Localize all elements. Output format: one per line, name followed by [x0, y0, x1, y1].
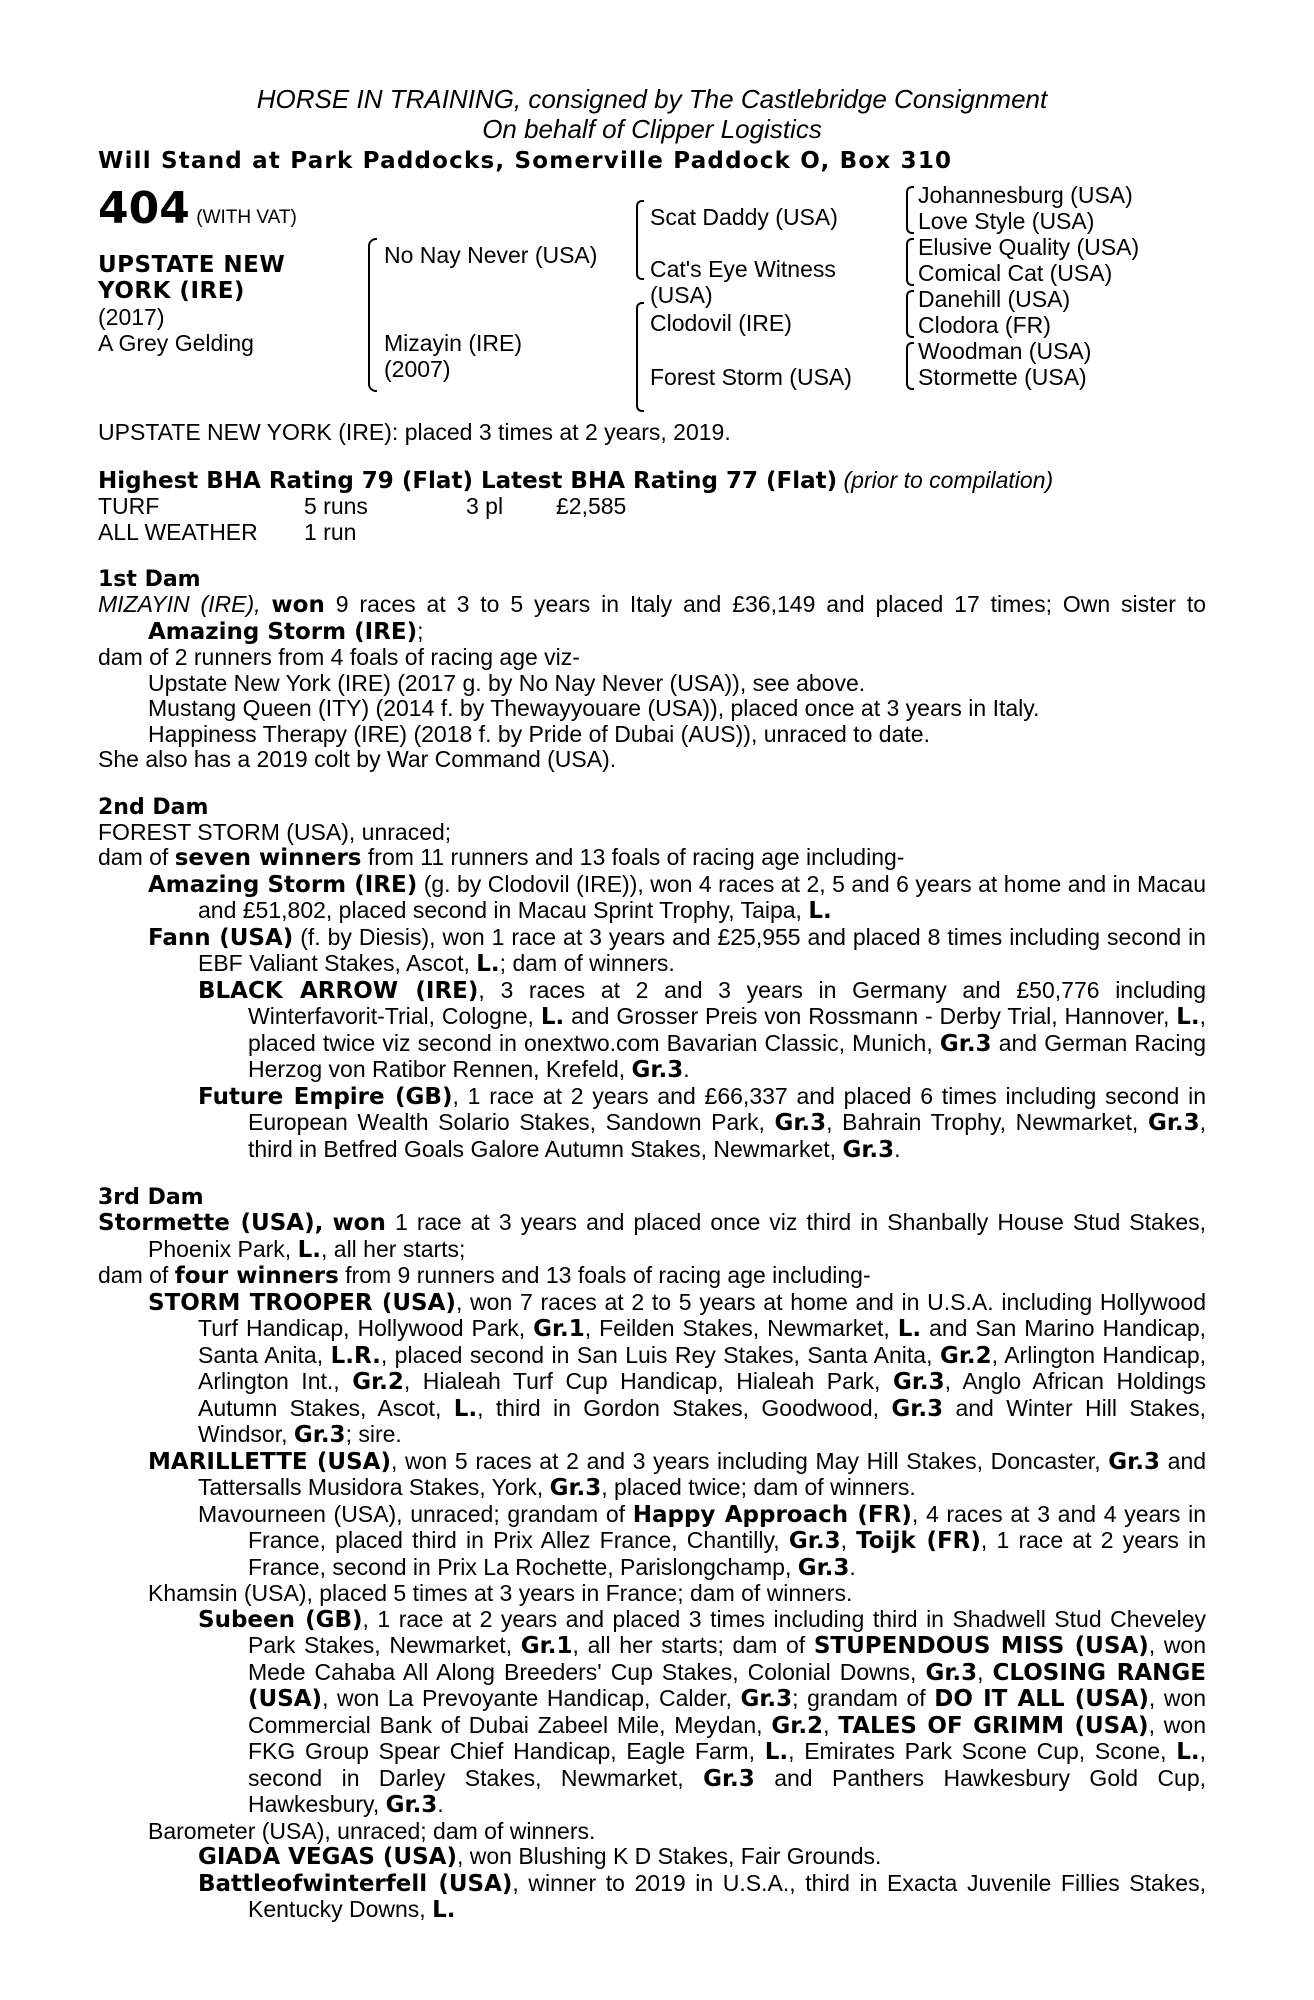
third-dam-heading: 3rd Dam	[98, 1185, 204, 1210]
dam-line1: Mizayin (IRE)	[384, 330, 523, 356]
second-dam-record: FOREST STORM (USA), unraced;	[98, 818, 452, 845]
first-dam-heading: 1st Dam	[98, 567, 201, 592]
produce-entry: Amazing Storm (IRE) (g. by Clodovil (IRE)), won 4 races at 2, 5 and 6 years at home and in Macau and £51,802, placed second in Macau Sprint Trophy, Taipa, L.	[148, 870, 1206, 924]
produce-entry: STORM TROOPER (USA), won 7 races at 2 to 5 years at home and in U.S.A. including Hollywood Turf Handicap, Hollywood Park, Gr.1, Feilden Stakes, Newmarket, L. and San Marino Handicap, Santa Anita, L.R., placed second in San Luis Rey Stakes, Santa Anita, Gr.2, Arlington Handicap, Arlington Int., Gr.2, Hialeah Turf Cup Handicap, Hialeah Park, Gr.3, Anglo African Holdings Autumn Stakes, Ascot, L., third in Gordon Stakes, Goodwood, Gr.3 and Winter Hill Stakes, Windsor, Gr.3; sire.	[148, 1288, 1207, 1448]
aw-runs: 1 run	[304, 518, 357, 545]
bracket-g4	[906, 342, 914, 390]
produce-entry: MARILLETTE (USA), won 5 races at 2 and 3 years including May Hill Stakes, Doncaster, Gr.3 and Tattersalls Musidora Stakes, York, Gr.3, placed twice; dam of winners.	[148, 1447, 1207, 1501]
sire-dam-line2: (USA)	[650, 282, 713, 308]
aw-label: ALL WEATHER	[98, 518, 258, 545]
consignor-line: HORSE IN TRAINING, consigned by The Castlebridge Consignment	[256, 84, 1048, 114]
produce-item: Happiness Therapy (IRE) (2018 f. by Pride of Dubai (AUS)), unraced to date.	[148, 720, 930, 747]
first-dam-produce-intro: dam of 2 runners from 4 foals of racing age viz-	[98, 644, 580, 670]
produce-entry: GIADA VEGAS (USA), won Blushing K D Stakes, Fair Grounds.	[198, 1843, 882, 1870]
produce-entry: Battleofwinterfell (USA), winner to 2019 in U.S.A., third in Exacta Juvenile Fillies Stakes, Kentucky Downs, L.	[198, 1869, 1206, 1923]
location-line: Will Stand at Park Paddocks, Somerville Paddock O, Box 310	[98, 148, 953, 174]
produce-item: Mustang Queen (ITY) (2014 f. by Thewayyouare (USA)), placed once at 3 years in Italy.	[148, 695, 1040, 721]
race-summary: UPSTATE NEW YORK (IRE): placed 3 times at 2 years, 2019.	[98, 419, 731, 445]
catalogue-page	[98, 84, 1206, 1924]
rating-note: (prior to compilation)	[843, 466, 1054, 493]
vat-note: (WITH VAT)	[196, 207, 297, 228]
bracket-g1	[906, 186, 914, 234]
sire-sire: Scat Daddy (USA)	[650, 204, 838, 230]
sire-parents-bracket	[636, 200, 644, 280]
granddam-1: Love Style (USA)	[918, 208, 1095, 234]
dam-dam: Forest Storm (USA)	[650, 364, 852, 390]
behalf-line: On behalf of Clipper Logistics	[482, 114, 822, 144]
dam-parents-bracket	[636, 302, 644, 412]
turf-amount: £2,585	[556, 493, 627, 519]
horse-name-line1: UPSTATE NEW	[98, 252, 286, 278]
rating-values: Highest BHA Rating 79 (Flat) Latest BHA Rating 77 (Flat)	[98, 467, 838, 494]
produce-entry: Khamsin (USA), placed 5 times at 3 years in France; dam of winners.	[148, 1580, 853, 1606]
produce-entry: Subeen (GB), 1 race at 2 years and placed 3 times including third in Shadwell Stud Cheveley Park Stakes, Newmarket, Gr.1, all her starts; dam of STUPENDOUS MISS (USA), won Mede Cahaba All Along Breeders' Cup Stakes, Colonial Downs, Gr.3, CLOSING RANGE (USA), won La Prevoyante Handicap, Calder, Gr.3; grandam of DO IT ALL (USA), won Commercial Bank of Dubai Zabeel Mile, Meydan, Gr.2, TALES OF GRIMM (USA), won FKG Group Spear Chief Handicap, Eagle Farm, L., Emirates Park Scone Cup, Scone, L., second in Darley Stakes, Newmarket, Gr.3 and Panthers Hawkesbury Gold Cup, Hawkesbury, Gr.3.	[198, 1605, 1207, 1818]
produce-entry: Future Empire (GB), 1 race at 2 years and £66,337 and placed 6 times including second in European Wealth Solario Stakes, Sandown Park, Gr.3, Bahrain Trophy, Newmarket, Gr.3, third in Betfred Goals Galore Autumn Stakes, Newmarket, Gr.3.	[198, 1082, 1207, 1163]
dam-line2: (2007)	[384, 356, 451, 382]
sire-dam-line1: Cat's Eye Witness	[650, 256, 836, 282]
pedigree-block	[98, 182, 1206, 412]
turf-runs: 5 runs	[304, 493, 368, 519]
produce-item: Upstate New York (IRE) (2017 g. by No Nay Never (USA)), see above.	[148, 669, 866, 696]
produce-entry: Barometer (USA), unraced; dam of winners.	[148, 1817, 596, 1844]
produce-entry: BLACK ARROW (IRE), 3 races at 2 and 3 years in Germany and £50,776 including Winterfavorit-Trial, Cologne, L. and Grosser Preis von Rossmann - Derby Trial, Hannover, L., placed twice viz second in onextwo.com Bavarian Classic, Munich, Gr.3 and German Racing Herzog von Ratibor Rennen, Krefeld, Gr.3.	[198, 976, 1207, 1083]
second-dam-heading: 2nd Dam	[98, 794, 209, 820]
produce-entry: Fann (USA) (f. by Diesis), won 1 race at 3 years and £25,955 and placed 8 times including second in EBF Valiant Stakes, Ascot, L.; dam of winners.	[148, 923, 1206, 977]
grandsire-2: Elusive Quality (USA)	[918, 234, 1140, 260]
horse-description: A Grey Gelding	[98, 330, 254, 356]
first-dam-record: MIZAYIN (IRE), won 9 races at 3 to 5 years in Italy and £36,149 and placed 17 times; Own sister to Amazing Storm (IRE);	[98, 591, 1207, 645]
produce-note: She also has a 2019 colt by War Command (USA).	[98, 746, 617, 772]
turf-placed: 3 pl	[466, 493, 504, 519]
bracket-g3	[906, 290, 914, 338]
grandsire-3: Danehill (USA)	[918, 286, 1071, 312]
turf-record	[98, 494, 1206, 520]
third-dam-record: Stormette (USA), won 1 race at 3 years and placed once viz third in Shanbally House Stud Stakes, Phoenix Park, L., all her starts;	[98, 1209, 1207, 1263]
rating-line	[98, 468, 1206, 495]
granddam-2: Comical Cat (USA)	[918, 260, 1113, 286]
bracket-g2	[906, 238, 914, 286]
foaling-year: (2017)	[98, 304, 165, 330]
granddam-4: Stormette (USA)	[918, 364, 1087, 390]
horse-name-line2: YORK (IRE)	[98, 278, 245, 304]
third-dam-produce-intro: dam of four winners from 9 runners and 13 foals of racing age including-	[98, 1262, 871, 1289]
sire: No Nay Never (USA)	[384, 242, 598, 268]
grandsire-1: Johannesburg (USA)	[918, 182, 1133, 208]
dam-sire: Clodovil (IRE)	[650, 310, 792, 336]
produce-entry: Mavourneen (USA), unraced; grandam of Happy Approach (FR), 4 races at 3 and 4 years in France, placed third in Prix Allez France, Chantilly, Gr.3, Toijk (FR), 1 race at 2 years in France, second in Prix La Rochette, Parislongchamp, Gr.3.	[198, 1500, 1207, 1581]
sire-dam-bracket	[368, 238, 377, 392]
allweather-record	[98, 520, 1206, 546]
grandsire-4: Woodman (USA)	[918, 338, 1092, 364]
lot-number: 404	[98, 183, 190, 234]
granddam-3: Clodora (FR)	[918, 312, 1051, 338]
turf-label: TURF	[98, 493, 160, 519]
second-dam-produce-intro: dam of seven winners from 11 runners and 13 foals of racing age including-	[98, 844, 905, 871]
